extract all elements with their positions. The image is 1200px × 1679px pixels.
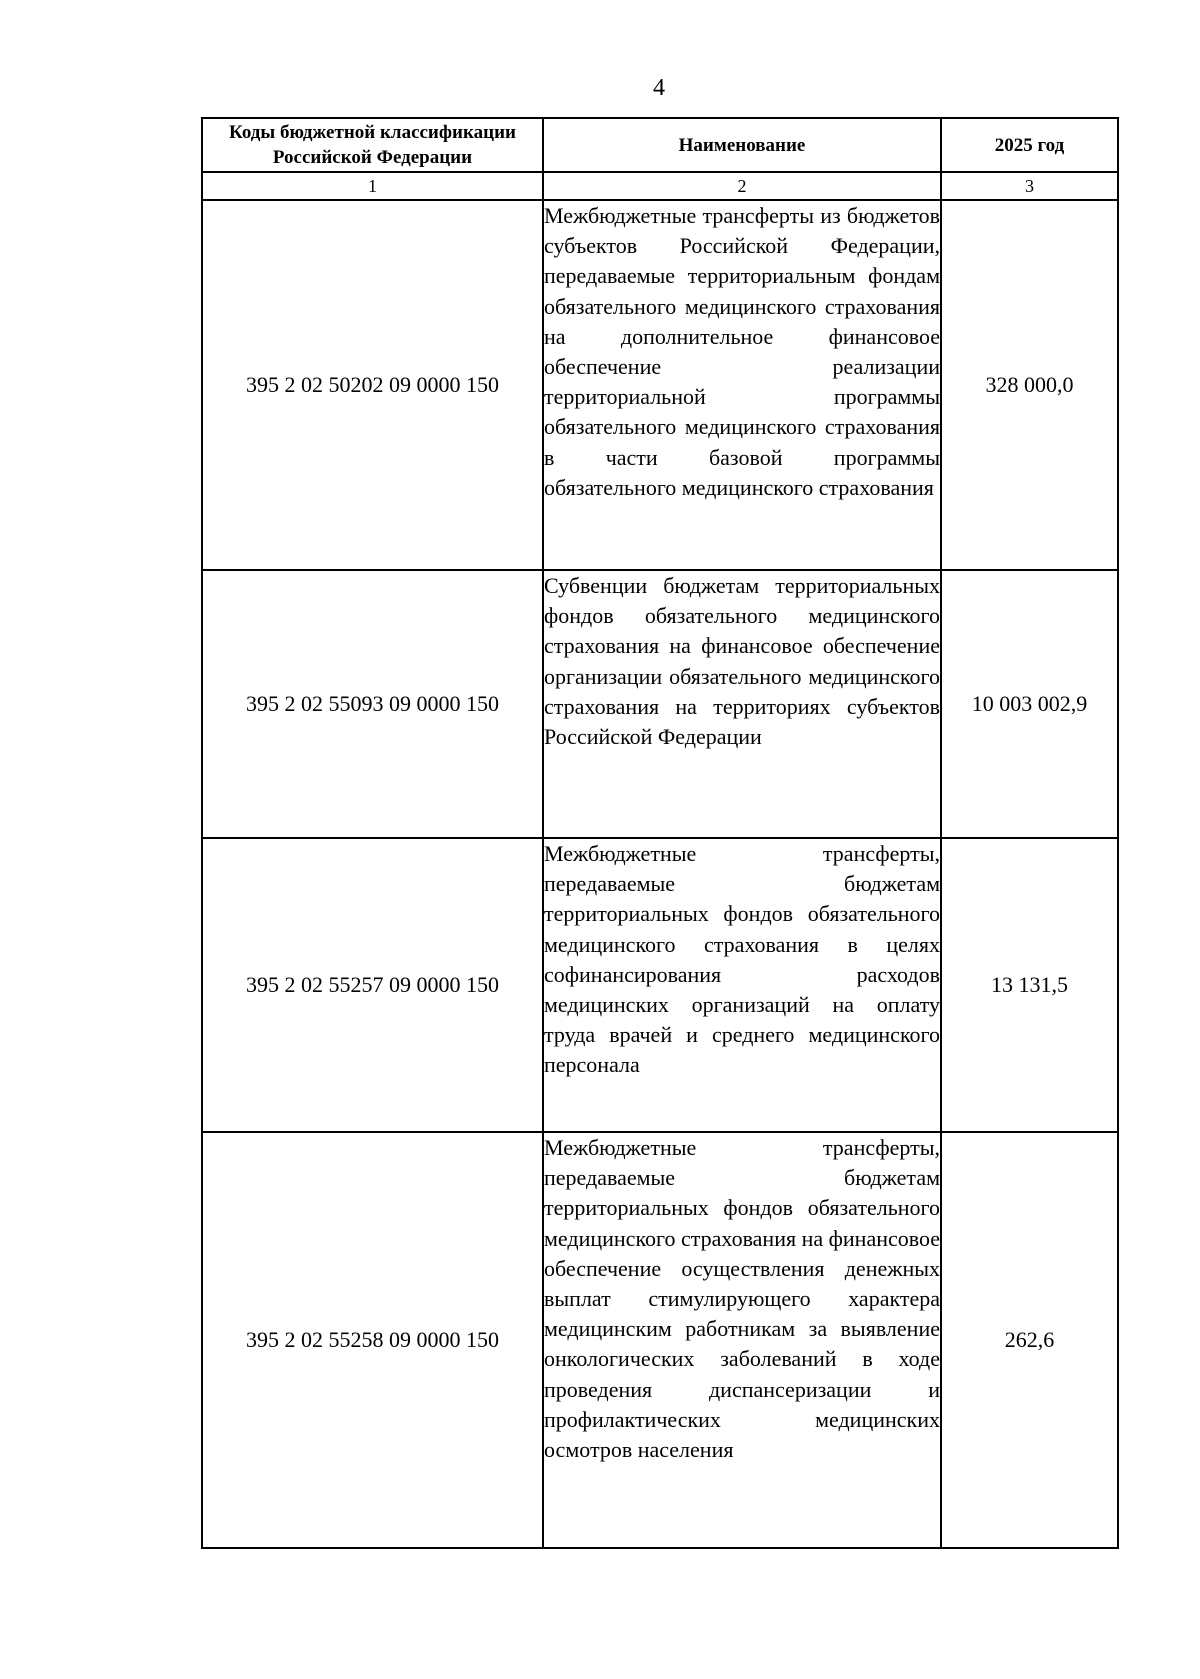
budget-code: 395 2 02 55093 09 0000 150 [202, 570, 543, 838]
amount-2025: 262,6 [941, 1132, 1118, 1548]
table-header-row [202, 118, 1118, 172]
budget-code: 395 2 02 55257 09 0000 150 [202, 838, 543, 1132]
amount-2025: 10 003 002,9 [941, 570, 1118, 838]
column-number: 2 [543, 172, 941, 200]
item-name: Межбюджетные трансферты из бюджетов субъектов Российской Федерации, передаваемые территориальным фондам обязательного медицинского страхования на дополнительное финансовое обеспечение реализации территориальной программы обязательного медицинского страхования в части базовой программы обязательного медицинского страхования [543, 200, 941, 570]
amount-2025: 13 131,5 [941, 838, 1118, 1132]
budget-code: 395 2 02 50202 09 0000 150 [202, 200, 543, 570]
budget-classification-table [201, 117, 1119, 1549]
column-number-row [202, 172, 1118, 200]
column-number: 1 [202, 172, 543, 200]
table-row [202, 1132, 1118, 1548]
item-name: Субвенции бюджетам территориальных фондов обязательного медицинского страхования на финансовое обеспечение организации обязательного медицинского страхования на территориях субъектов Российской Федерации [543, 570, 941, 838]
header-name: Наименование [543, 118, 941, 172]
header-year: 2025 год [941, 118, 1118, 172]
column-number: 3 [941, 172, 1118, 200]
page-number: 4 [653, 75, 665, 101]
table-row [202, 838, 1118, 1132]
header-codes: Коды бюджетной классификации Российской Федерации [202, 118, 543, 172]
table-row [202, 570, 1118, 838]
budget-code: 395 2 02 55258 09 0000 150 [202, 1132, 543, 1548]
item-name: Межбюджетные трансферты, передаваемые бюджетам территориальных фондов обязательного медицинского страхования в целях софинансирования расходов медицинских организаций на оплату труда врачей и среднего медицинского персонала [543, 838, 941, 1132]
amount-2025: 328 000,0 [941, 200, 1118, 570]
table-row [202, 200, 1118, 570]
item-name: Межбюджетные трансферты, передаваемые бюджетам территориальных фондов обязательного медицинского страхования на финансовое обеспечение осуществления денежных выплат стимулирующего характера медицинским работникам за выявление онкологических заболеваний в ходе проведения диспансеризации и профилактических медицинских осмотров населения [543, 1132, 941, 1548]
